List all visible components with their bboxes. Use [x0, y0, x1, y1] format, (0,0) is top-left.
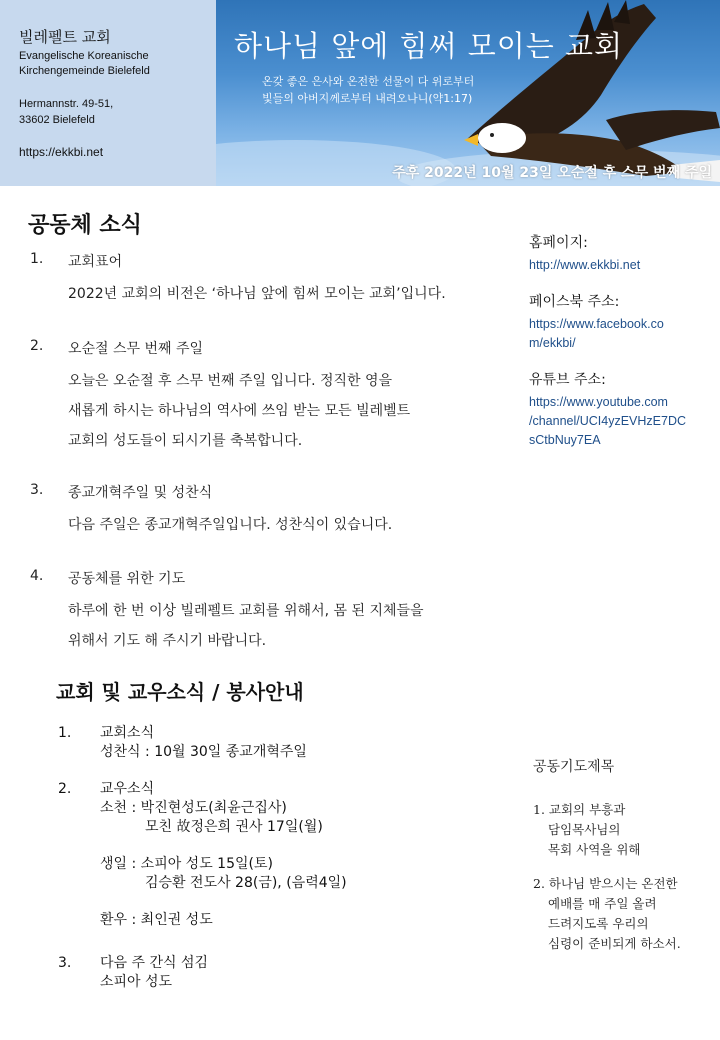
news-item-line: 새롭게 하시는 하나님의 역사에 쓰임 받는 모든 빌레벨트	[68, 403, 411, 419]
bulletin-header	[0, 0, 720, 186]
announcement-title: 다음 주 간식 섬김	[100, 955, 209, 971]
news-item-body	[68, 510, 392, 540]
church-german-name-line-2: Kirchengemeinde Bielefeld	[19, 65, 150, 77]
verse-line-1: 온갖 좋은 은사와 온전한 선물이 다 위로부터	[262, 75, 475, 88]
youtube-label: 유튜브 주소:	[529, 372, 606, 388]
prayer-line: 심령이 준비되게 하소서.	[548, 936, 681, 951]
youtube-link-line[interactable]: sCtbNuy7EA	[529, 433, 601, 447]
address-line-1: Hermannstr. 49-51,	[19, 98, 114, 110]
facebook-link-line[interactable]: https://www.facebook.co	[529, 317, 664, 331]
prayer-line: 목회 사역을 위해	[548, 842, 641, 857]
prayer-heading: 공동기도제목	[533, 759, 615, 775]
condolence-line: 소천 : 박진현성도(최윤근집사)	[100, 800, 287, 816]
facebook-link[interactable]	[529, 315, 715, 353]
announcement-number: 2.	[58, 781, 72, 797]
banner-verse	[262, 73, 522, 107]
announcement-line: 소피아 성도	[100, 974, 173, 990]
youtube-link-line[interactable]: https://www.youtube.com	[529, 395, 668, 409]
prayer-line: 예배를 매 주일 올려	[548, 896, 657, 911]
church-german-name-line-1: Evangelische Koreanische	[19, 50, 149, 62]
news-item-body	[68, 596, 424, 656]
youtube-link[interactable]	[529, 393, 715, 450]
facebook-block	[529, 291, 715, 353]
address-line-2: 33602 Bielefeld	[19, 114, 95, 126]
news-item-number: 4.	[30, 568, 44, 584]
church-german-name	[19, 49, 150, 79]
church-website[interactable]: https://ekkbi.net	[19, 145, 104, 159]
news-item-title: 공동체를 위한 기도	[68, 571, 186, 587]
church-info-panel	[0, 0, 216, 186]
youtube-link-line[interactable]: /channel/UCI4yzEVHzE7DC	[529, 414, 687, 428]
news-item-number: 2.	[30, 338, 44, 354]
verse-line-2: 빛들의 아버지께로부터 내려오나니(약1:17)	[262, 92, 473, 105]
news-item-body	[68, 279, 446, 309]
news-item-title: 오순절 스무 번째 주일	[68, 341, 204, 357]
social-links	[529, 232, 715, 466]
announcement-title: 교회소식	[100, 725, 155, 741]
news-item-line: 다음 주일은 종교개혁주일입니다. 성찬식이 있습니다.	[68, 517, 393, 533]
patient-line: 환우 : 최인권 성도	[100, 912, 213, 928]
announcement-line: 성찬식 : 10월 30일 종교개혁주일	[100, 744, 307, 760]
news-item-line: 교회의 성도들이 되시기를 축복합니다.	[68, 433, 303, 449]
homepage-label: 홈페이지:	[529, 235, 588, 251]
homepage-block	[529, 232, 715, 275]
prayer-line: 드려지도록 우리의	[548, 916, 649, 931]
news-item-line: 위해서 기도 해 주시기 바랍니다.	[68, 633, 267, 649]
facebook-link-line[interactable]: m/ekkbi/	[529, 336, 576, 350]
prayer-line: 1. 교회의 부흥과	[533, 802, 626, 817]
news-item-line: 2022년 교회의 비전은 ‘하나님 앞에 힘써 모이는 교회’입니다.	[68, 286, 446, 302]
announcement-number: 1.	[58, 725, 72, 741]
prayer-line: 2. 하나님 받으시는 온전한	[533, 876, 678, 891]
header-banner	[216, 0, 720, 186]
birthday-line: 김승환 전도사 28(금), (음력4일)	[145, 875, 347, 891]
announcement-number: 3.	[58, 955, 72, 971]
news-item-number: 1.	[30, 251, 44, 267]
news-item-line: 하루에 한 번 이상 빌레펠트 교회를 위해서, 몸 된 지체들을	[68, 603, 424, 619]
church-address	[19, 96, 113, 128]
announcement-body	[100, 724, 307, 762]
banner-title: 하나님 앞에 힘써 모이는 교회	[234, 29, 624, 63]
news-item-body	[68, 366, 410, 456]
announcements-heading: 교회 및 교우소식 / 봉사안내	[56, 680, 304, 704]
announcement-title: 교우소식	[100, 781, 155, 797]
announcement-body	[100, 780, 347, 930]
youtube-block	[529, 369, 715, 450]
prayer-item	[533, 800, 718, 860]
news-item-title: 종교개혁주일 및 성찬식	[68, 485, 213, 501]
prayer-line: 담임목사님의	[548, 822, 621, 837]
news-item-number: 3.	[30, 482, 44, 498]
prayer-topics	[533, 756, 718, 968]
news-item-line: 오늘은 오순절 후 스무 번째 주일 입니다. 정직한 영을	[68, 373, 393, 389]
church-name: 빌레펠트 교회	[19, 28, 111, 46]
homepage-link[interactable]: http://www.ekkbi.net	[529, 258, 641, 272]
prayer-item	[533, 874, 718, 954]
announcement-body	[100, 954, 208, 992]
bulletin-date: 주후 2022년 10월 23일 오순절 후 스무 번째 주일	[392, 165, 712, 181]
community-news-heading: 공동체 소식	[28, 213, 142, 238]
facebook-label: 페이스북 주소:	[529, 294, 620, 310]
birthday-line: 생일 : 소피아 성도 15일(토)	[100, 856, 273, 872]
condolence-line: 모친 故정은희 권사 17일(월)	[145, 819, 323, 835]
news-item-title: 교회표어	[68, 254, 123, 270]
